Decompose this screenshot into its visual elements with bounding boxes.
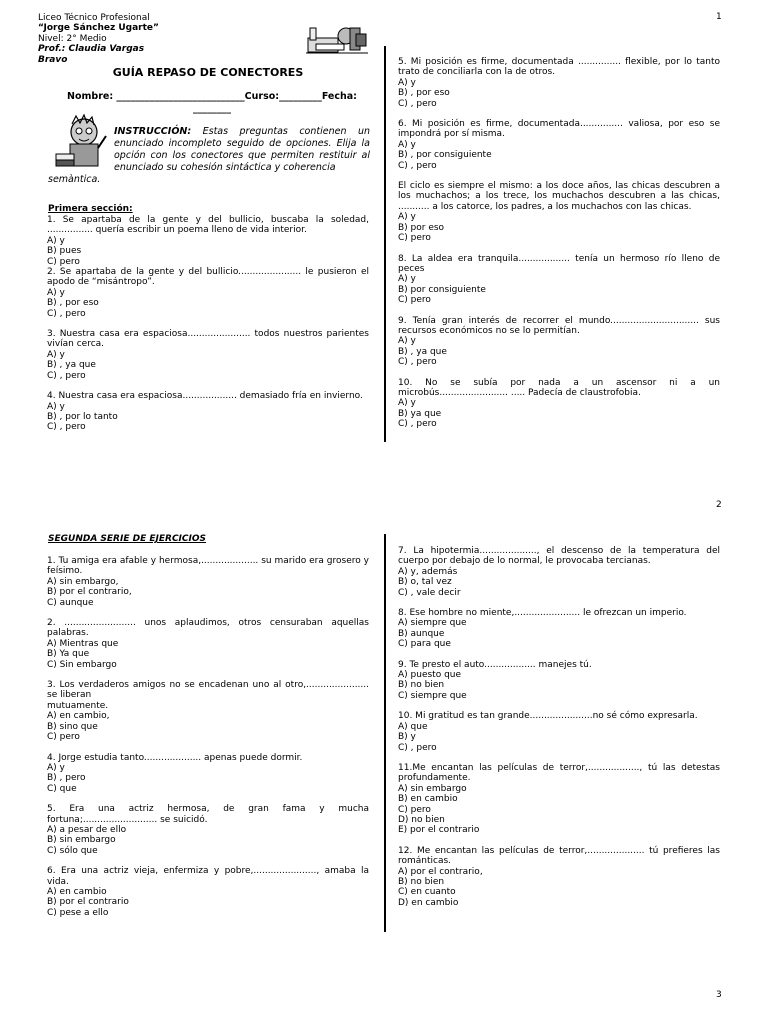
answer-option[interactable]: D) no bien — [398, 814, 445, 825]
school-subname: “Jorge Sánchez Ugarte” — [38, 23, 159, 34]
question-stem: 8. Ese hombre no miente,....................... le ofrezcan un imperio. — [398, 608, 687, 619]
answer-option[interactable]: C) , pero — [47, 370, 86, 381]
question-stem: 4. Nuestra casa era espaciosa................... demasiado fría en invierno. — [47, 391, 363, 402]
answer-option[interactable]: A) y — [398, 139, 416, 150]
question-block — [398, 546, 720, 598]
answer-option[interactable]: A) y — [47, 235, 65, 246]
page-number-3: 3 — [716, 990, 722, 1000]
question-block — [398, 119, 720, 171]
answer-option[interactable]: B) sino que — [47, 721, 98, 732]
answer-option[interactable]: A) y — [47, 762, 65, 773]
answer-option[interactable]: B) por eso — [398, 222, 445, 233]
answer-option[interactable]: A) en cambio — [47, 886, 107, 897]
answer-option[interactable]: B) , ya que — [47, 360, 96, 371]
answer-option[interactable]: A) a pesar de ello — [47, 824, 127, 835]
answer-option[interactable]: C) pero — [398, 233, 431, 244]
answer-option[interactable]: C) en cuanto — [398, 887, 456, 898]
answer-option[interactable]: E) por el contrario — [398, 825, 480, 836]
question-stem: 4. Jorge estudia tanto.................... apenas puede dormir. — [47, 752, 303, 763]
answer-option[interactable]: B) por el contrario, — [47, 587, 132, 598]
answer-option[interactable]: A) y — [398, 212, 416, 223]
page-number-1: 1 — [716, 12, 722, 22]
answer-option[interactable]: B) , ya que — [398, 346, 447, 357]
answer-option[interactable]: A) y, además — [398, 566, 458, 577]
answer-option[interactable]: C) pero — [398, 804, 431, 815]
question-stem: El ciclo es siempre el mismo: a los doce años, las chicas descubren a los muchachos; a los trece, los muchachos descubren a las chicas, ........... a los catorce, los padres, a los muchachos con las chicas. — [398, 181, 720, 212]
question-stem: 9. Te presto el auto.................. manejes tú. — [398, 659, 592, 670]
right-top-column — [398, 57, 720, 430]
answer-option[interactable]: C) , pero — [47, 308, 86, 319]
question-block — [47, 329, 369, 381]
question-stem: 6. Era una actriz vieja, enfermiza y pobre,......................, amaba la vida. — [47, 866, 369, 887]
question-stem-extra: mutuamente. — [47, 700, 109, 711]
answer-option[interactable]: A) y — [398, 336, 416, 347]
answer-option[interactable]: B) aunque — [398, 628, 445, 639]
answer-option[interactable]: B) ya que — [398, 408, 442, 419]
instruction-tail: semàntica. — [48, 174, 101, 185]
answer-option[interactable]: B) , por eso — [398, 88, 450, 99]
answer-option[interactable]: B) sin embargo — [47, 835, 116, 846]
question-block — [398, 57, 720, 109]
question-block — [398, 608, 720, 650]
answer-option[interactable]: A) y — [398, 398, 416, 409]
answer-option[interactable]: B) Ya que — [47, 649, 90, 660]
question-block — [47, 753, 369, 795]
question-stem: 5. Era una actriz hermosa, de gran fama y mucha fortuna;.......................... se suicidó. — [47, 804, 369, 825]
question-block — [47, 267, 369, 319]
question-stem: 5. Mi posición es firme, documentada ............... flexible, por lo tanto trato de conciliarla con la de otros. — [398, 57, 720, 78]
reading-child-illustration — [306, 22, 370, 58]
question-stem: 2. Se apartaba de la gente y del bullicio...................... le pusieron el apodo de “misántropo”. — [47, 267, 369, 288]
answer-option[interactable]: A) Mientras que — [47, 638, 119, 649]
answer-option[interactable]: A) por el contrario, — [398, 866, 483, 877]
column-divider-bottom — [384, 534, 386, 932]
answer-option[interactable]: B) y — [398, 732, 416, 743]
student-fields-cont: ________ — [193, 103, 231, 114]
answer-option[interactable]: A) en cambio, — [47, 711, 110, 722]
instruction-text: Estas preguntas contienen un enunciado incompleto seguido de opciones. Elija la opción con los conectores que permiten restituir al enunciado su cohesión sintáctica y coherencia — [114, 126, 370, 173]
school-header — [38, 13, 159, 65]
answer-option[interactable]: A) y — [398, 77, 416, 88]
answer-option[interactable]: C) , vale decir — [398, 587, 461, 598]
answer-option[interactable]: C) que — [47, 783, 77, 794]
question-block — [398, 316, 720, 368]
question-block — [47, 866, 369, 918]
answer-option[interactable]: D) en cambio — [398, 897, 459, 908]
column-divider-top — [384, 46, 386, 442]
answer-option[interactable]: A) que — [398, 721, 428, 732]
answer-option[interactable]: B) en cambio — [398, 794, 458, 805]
question-block — [398, 711, 720, 753]
question-block — [398, 846, 720, 908]
answer-option[interactable]: B) o, tal vez — [398, 577, 452, 588]
answer-option[interactable]: B) , por lo tanto — [47, 411, 118, 422]
answer-option[interactable]: A) puesto que — [398, 670, 462, 681]
answer-option[interactable]: C) pero — [398, 295, 431, 306]
answer-option[interactable]: C) , pero — [398, 742, 437, 753]
answer-option[interactable]: C) , pero — [398, 357, 437, 368]
answer-option[interactable]: C) Sin embargo — [47, 659, 117, 670]
question-block — [398, 181, 720, 243]
answer-option[interactable]: A) sin embargo, — [47, 576, 119, 587]
answer-option[interactable]: C) siempre que — [398, 690, 467, 701]
answer-option[interactable]: C) , pero — [398, 98, 437, 109]
question-stem: 3. Nuestra casa era espaciosa...................... todos nuestros parientes vivían cerca. — [47, 329, 369, 350]
school-name: Liceo Técnico Profesional — [38, 13, 150, 23]
answer-option[interactable]: B) por consiguiente — [398, 284, 486, 295]
instruction-label: INSTRUCCIÓN: — [114, 126, 192, 137]
question-stem: 1. Tu amiga era afable y hermosa,.................... su marido era grosero y feísimo. — [47, 556, 369, 577]
answer-option[interactable]: C) , pero — [47, 422, 86, 433]
question-stem: 6. Mi posición es firme, documentada............... valiosa, por eso se impondrá por sí misma. — [398, 119, 720, 140]
answer-option[interactable]: B) , pero — [47, 773, 86, 784]
answer-option[interactable]: C) , pero — [398, 419, 437, 430]
answer-option[interactable]: C) para que — [398, 639, 451, 650]
question-stem: 11.Me encantan las películas de terror,.................., tú las detestas profundamente. — [398, 762, 720, 784]
question-stem: 10. No se subía por nada a un ascensor ni a un microbús........................ ..... Padecía de claustrofobia. — [398, 377, 720, 398]
answer-option[interactable]: B) no bien — [398, 876, 445, 887]
question-stem: 3. Los verdaderos amigos no se encadenan uno al otro,...................... se liberan — [47, 680, 369, 701]
answer-option[interactable]: A) sin embargo — [398, 783, 467, 794]
question-block — [47, 618, 369, 670]
answer-option[interactable]: B) por el contrario — [47, 897, 129, 908]
question-block — [398, 660, 720, 702]
answer-option[interactable]: A) y — [47, 401, 65, 412]
question-block — [47, 215, 369, 267]
answer-option[interactable]: C) pero — [47, 256, 80, 267]
teacher: Prof.: Claudia Vargas — [38, 44, 145, 55]
question-stem: 12. Me encantan las películas de terror,.................... tú prefieres las románticas. — [398, 845, 720, 867]
section1-title: Primera sección: — [48, 204, 133, 214]
question-stem: 1. Se apartaba de la gente y del bullicio, buscaba la soledad, ................ quería escribir un poema lleno de vida interior. — [47, 215, 369, 236]
answer-option[interactable]: A) siempre que — [398, 618, 467, 629]
answer-option[interactable]: C) , pero — [398, 160, 437, 171]
answer-option[interactable]: A) y — [398, 274, 416, 285]
question-stem: 10. Mi gratitud es tan grande......................no sé cómo expresarla. — [398, 711, 698, 722]
teacher-illustration — [52, 114, 110, 172]
answer-option[interactable]: B) pues — [47, 246, 82, 257]
question-stem: 8. La aldea era tranquila.................. tenía un hermoso río lleno de peces — [398, 253, 720, 274]
answer-option[interactable]: A) y — [47, 349, 65, 360]
answer-option[interactable]: B) no bien — [398, 680, 445, 691]
answer-option[interactable]: A) y — [47, 287, 65, 298]
answer-option[interactable]: C) sólo que — [47, 845, 98, 856]
level: Nivel: 2° Medio — [38, 33, 107, 44]
answer-option[interactable]: C) pese a ello — [47, 907, 109, 918]
answer-option[interactable]: B) , por eso — [47, 298, 99, 309]
question-stem: 7. La hipotermia...................., el descenso de la temperatura del cuerpo por debajo de lo normal, le provocaba tercianas. — [398, 546, 720, 567]
question-block — [398, 378, 720, 430]
page-number-2: 2 — [716, 500, 722, 510]
question-block — [398, 254, 720, 306]
question-block — [47, 391, 369, 433]
question-block — [47, 804, 369, 856]
question-block — [47, 556, 369, 608]
question-block — [47, 680, 369, 742]
teacher-surname: Bravo — [38, 54, 68, 65]
left-bottom-column — [47, 556, 369, 918]
question-stem: 2. ......................... unos aplaudimos, otros censuraban aquellas palabras. — [47, 618, 369, 639]
section2-title: SEGUNDA SERIE DE EJERCICIOS — [48, 534, 206, 544]
question-block — [398, 763, 720, 836]
left-top-column — [47, 215, 369, 433]
question-stem: 9. Tenía gran interés de recorrer el mundo............................... sus recursos económicos no se lo permitían. — [398, 315, 720, 336]
page-title: GUÍA REPASO DE CONECTORES — [112, 66, 304, 79]
right-bottom-column — [398, 546, 720, 908]
answer-option[interactable]: C) aunque — [47, 597, 94, 608]
instruction — [114, 126, 370, 174]
answer-option[interactable]: B) , por consiguiente — [398, 150, 492, 161]
student-fields: Nombre: ___________________________Curso:_________Fecha: — [67, 91, 357, 102]
answer-option[interactable]: C) pero — [47, 732, 80, 743]
